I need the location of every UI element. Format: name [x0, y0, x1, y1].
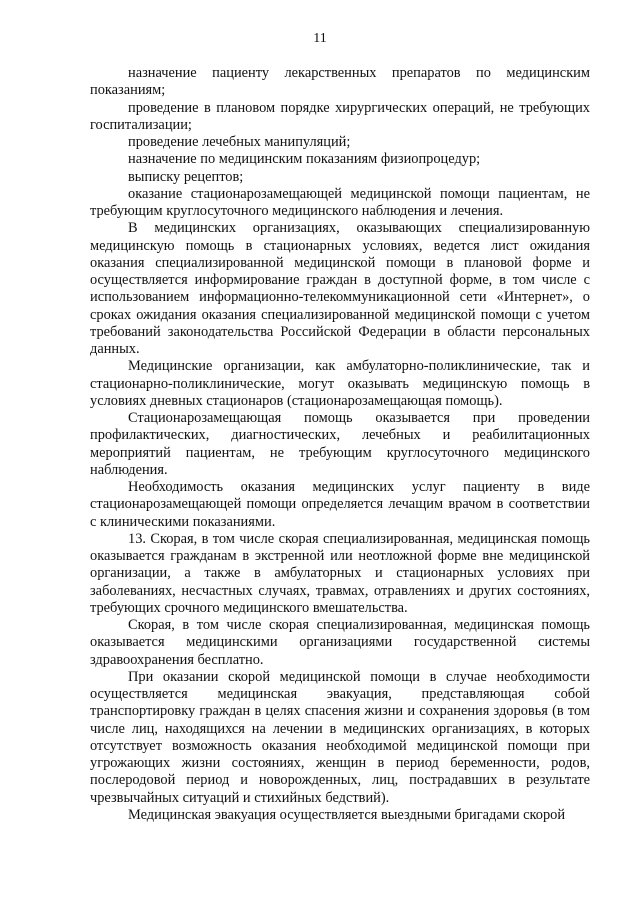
paragraph: Стационарозамещающая помощь оказывается при проведении профилактических, диагностических, лечебных и реабилитационных мероприятий пациентам, не требующим круглосуточного медицинского наблюдения.	[90, 410, 590, 478]
paragraph: Скорая, в том числе скорая специализированная, медицинская помощь оказывается медицинскими организациями государственной системы здравоохранения бесплатно.	[90, 617, 590, 668]
paragraph: назначение по медицинским показаниям физиопроцедур;	[128, 151, 481, 168]
paragraph: При оказании скорой медицинской помощи в случае необходимости осуществляется медицинская эвакуация, представляющая собой транспортировку граждан в целях спасения жизни и сохранения здоровья (в том числе лиц, находящихся на лечении в медицинских организациях, в которых отсутствует возможность оказания необходимой медицинской помощи при угрожающих жизни состояниях, женщин в период беременности, родов, послеродовой период и новорожденных, лиц, пострадавших в результате чрезвычайных ситуаций и стихийных бедствий).	[90, 668, 590, 806]
paragraph: проведение лечебных манипуляций;	[128, 134, 351, 150]
paragraph: Медицинская эвакуация осуществляется выездными бригадами скорой	[128, 806, 566, 823]
paragraph: проведение в плановом порядке хирургических операций, не требующих госпитализации;	[90, 99, 590, 133]
paragraph: В медицинских организациях, оказывающих специализированную медицинскую помощь в стационарных условиях, ведется лист ожидания оказания специализированной медицинской помощи в плановой форме и осуществляется информирование граждан в доступной форме, в том числе с использованием информационно-телекоммуникационной сети «Интернет», о сроках ожидания оказания специализированной медицинской помощи с учетом требований законодательства Российской Федерации в области персональных данных.	[90, 220, 590, 357]
paragraph: Медицинские организации, как амбулаторно-поликлинические, так и стационарно-поликлинические, могут оказывать медицинскую помощь в условиях дневных стационаров (стационарозамещающая помощь).	[90, 358, 590, 409]
document-body	[90, 65, 590, 824]
paragraph: Необходимость оказания медицинских услуг пациенту в виде стационарозамещающей помощи определяется лечащим врачом в соответствии с клиническими показаниями.	[90, 479, 590, 530]
paragraph: 13. Скорая, в том числе скорая специализированная, медицинская помощь оказывается гражданам в экстренной или неотложной форме вне медицинской организации, а также в амбулаторных и стационарных условиях при заболеваниях, несчастных случаях, травмах, отравлениях и других состояниях, требующих срочного медицинского вмешательства.	[90, 530, 590, 616]
page-number: 11	[313, 31, 327, 46]
paragraph: выписку рецептов;	[128, 168, 244, 185]
paragraph: оказание стационарозамещающей медицинской помощи пациентам, не требующим круглосуточного медицинского наблюдения и лечения.	[90, 185, 590, 219]
paragraph: назначение пациенту лекарственных препаратов по медицинским показаниям;	[90, 65, 590, 99]
